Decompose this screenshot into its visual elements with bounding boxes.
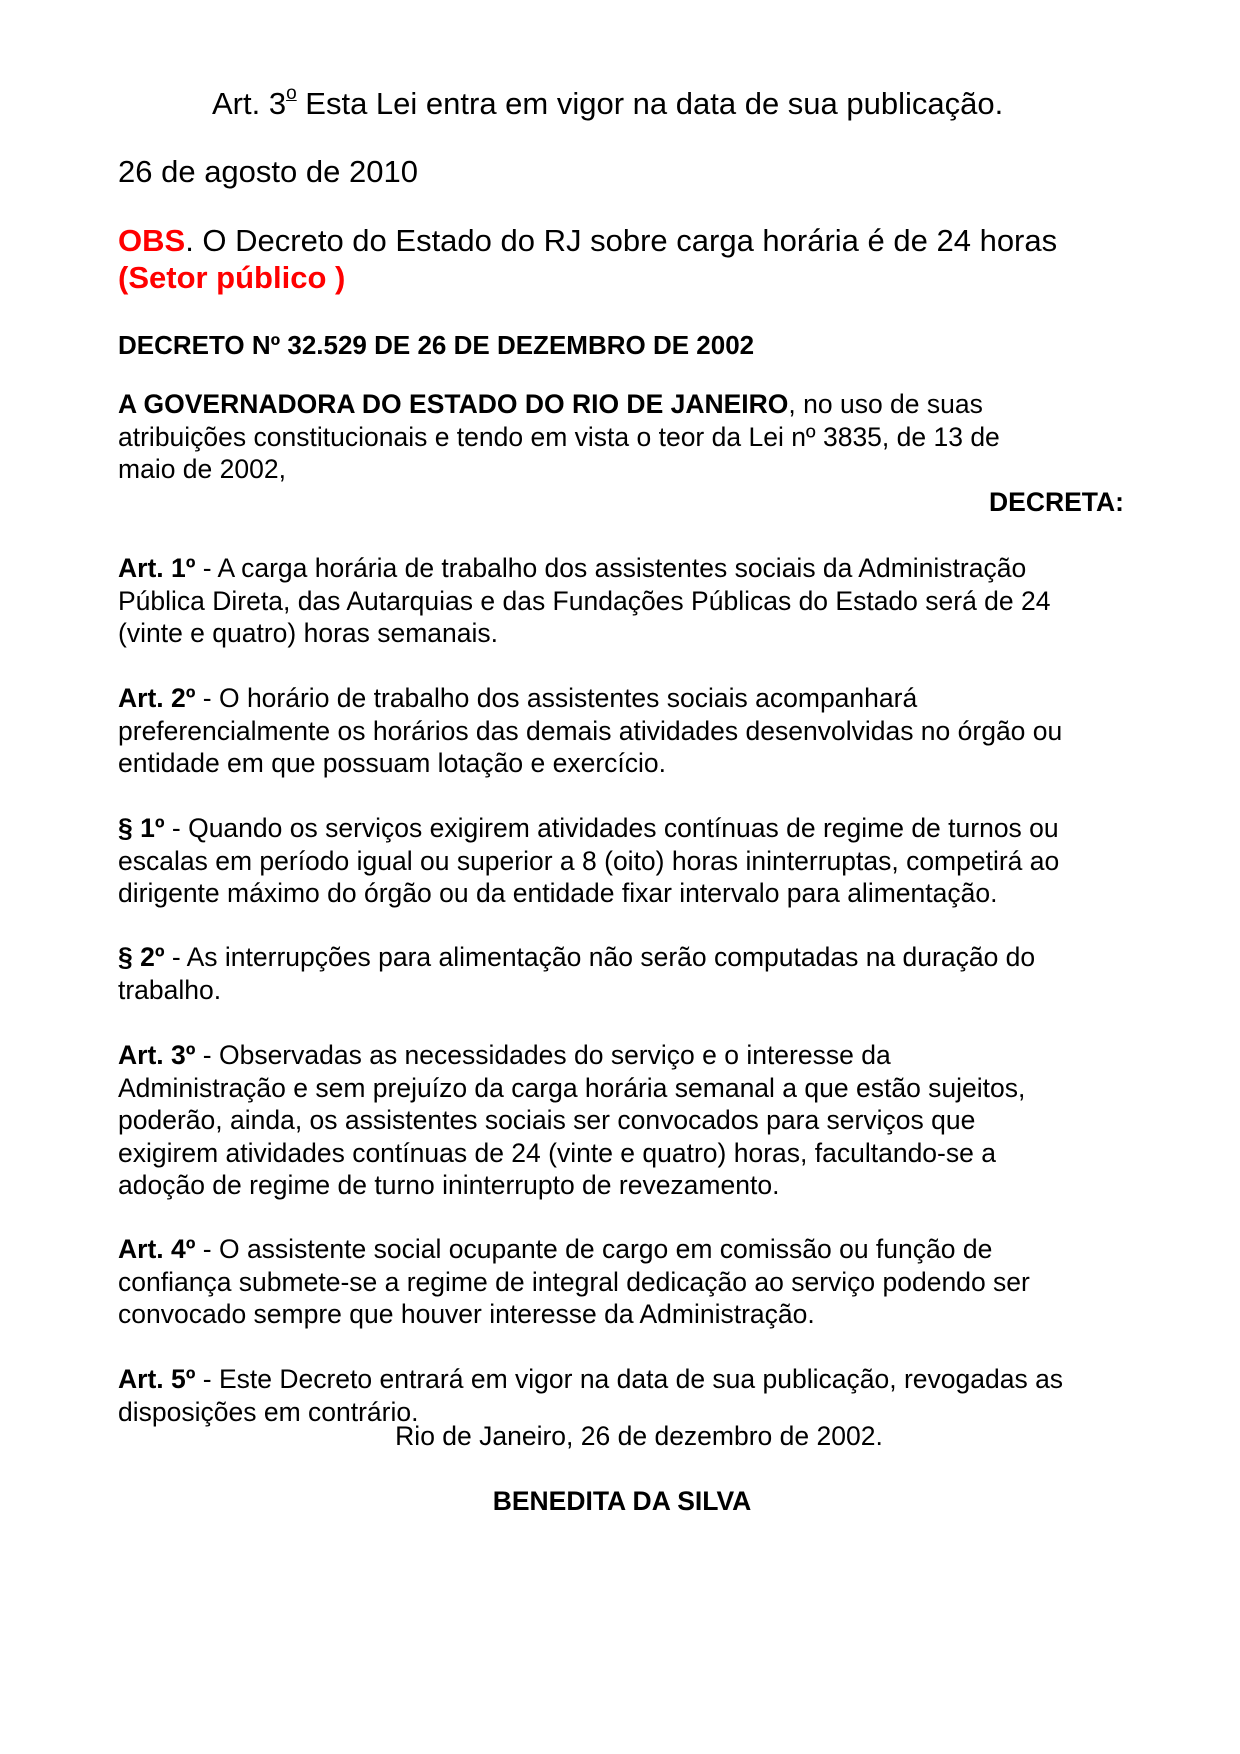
article-5	[118, 1363, 1128, 1428]
article-3-line-1: - Observadas as necessidades do serviço e o interesse da	[195, 1040, 891, 1070]
paragraph-1-line-2: escalas em período igual ou superior a 8 (oito) horas ininterruptas, competirá ao	[118, 845, 1060, 876]
article-1-line-1: - A carga horária de trabalho dos assistentes sociais da Administração	[195, 553, 1027, 583]
article-2-label: Art. 2º	[118, 683, 196, 713]
article-3-line-4: exigirem atividades contínuas de 24 (vinte e quatro) horas, facultando-se a	[118, 1137, 996, 1168]
article-5-label: Art. 5º	[118, 1364, 196, 1394]
decree-preamble	[118, 388, 1128, 486]
article-3-line-2: Administração e sem prejuízo da carga horária semanal a que estão sujeitos,	[118, 1072, 1026, 1103]
article-5-line-2: disposições em contrário.	[118, 1396, 419, 1427]
law-date: 26 de agosto de 2010	[118, 154, 418, 189]
article-2-line-1: - O horário de trabalho dos assistentes sociais acompanhará	[195, 683, 918, 713]
article-4-line-3: convocado sempre que houver interesse da Administração.	[118, 1299, 815, 1329]
article-2-line-2: preferencialmente os horários das demais atividades desenvolvidas no órgão ou	[118, 715, 1063, 746]
article-4-line-1: - O assistente social ocupante de cargo em comissão ou função de	[195, 1234, 993, 1264]
preamble-line-1: , no uso de suas	[788, 389, 983, 419]
obs-label: OBS	[118, 223, 186, 258]
article-4	[118, 1233, 1128, 1331]
signature-name: BENEDITA DA SILVA	[492, 1486, 752, 1516]
article-4-line-2: confiança submete-se a regime de integral dedicação ao serviço podendo ser	[118, 1266, 1030, 1297]
paragraph-1-line-1: - Quando os serviços exigirem atividades contínuas de regime de turnos ou	[164, 813, 1059, 843]
law-article-3-prefix: Art. 3	[212, 86, 287, 121]
article-5-line-1: - Este Decreto entrará em vigor na data de sua publicação, revogadas as	[195, 1364, 1064, 1394]
paragraph-2-line-2: trabalho.	[118, 974, 222, 1005]
law-article-3	[212, 83, 1004, 122]
paragraph-1	[118, 812, 1128, 910]
article-2	[118, 682, 1128, 780]
article-1-line-2: Pública Direta, das Autarquias e das Fundações Públicas do Estado será de 24	[118, 585, 1051, 616]
paragraph-1-line-3: dirigente máximo do órgão ou da entidade fixar intervalo para alimentação.	[118, 878, 998, 908]
paragraph-1-label: § 1º	[118, 813, 165, 843]
paragraph-2-line-1: - As interrupções para alimentação não serão computadas na duração do	[164, 942, 1036, 972]
article-1-line-3: (vinte e quatro) horas semanais.	[118, 618, 499, 648]
article-3-line-5: adoção de regime de turno ininterrupto de revezamento.	[118, 1170, 780, 1200]
article-3	[118, 1039, 1128, 1202]
paragraph-2	[118, 941, 1128, 1006]
obs-text: . O Decreto do Estado do RJ sobre carga horária é de 24 horas	[185, 223, 1058, 258]
article-3-label: Art. 3º	[118, 1040, 196, 1070]
obs-note	[118, 222, 1118, 296]
law-article-3-text: Esta Lei entra em vigor na data de sua publicação.	[296, 86, 1004, 121]
law-article-3-ordinal: o	[286, 83, 297, 104]
decree-title: DECRETO Nº 32.529 DE 26 DE DEZEMBRO DE 2002	[118, 330, 755, 360]
article-2-line-3: entidade em que possuam lotação e exercício.	[118, 748, 666, 778]
decreta-heading: DECRETA:	[989, 487, 1124, 517]
article-1	[118, 552, 1128, 650]
place-and-date: Rio de Janeiro, 26 de dezembro de 2002.	[395, 1421, 883, 1451]
article-3-line-3: poderão, ainda, os assistentes sociais ser convocados para serviços que	[118, 1105, 976, 1135]
article-4-label: Art. 4º	[118, 1234, 196, 1264]
obs-highlight: (Setor público )	[118, 260, 346, 295]
article-1-label: Art. 1º	[118, 553, 196, 583]
preamble-authority: A GOVERNADORA DO ESTADO DO RIO DE JANEIRO	[118, 389, 789, 419]
preamble-line-3: maio de 2002,	[118, 454, 286, 484]
preamble-line-2: atribuições constitucionais e tendo em vista o teor da Lei nº 3835, de 13 de	[118, 421, 1000, 452]
paragraph-2-label: § 2º	[118, 942, 165, 972]
